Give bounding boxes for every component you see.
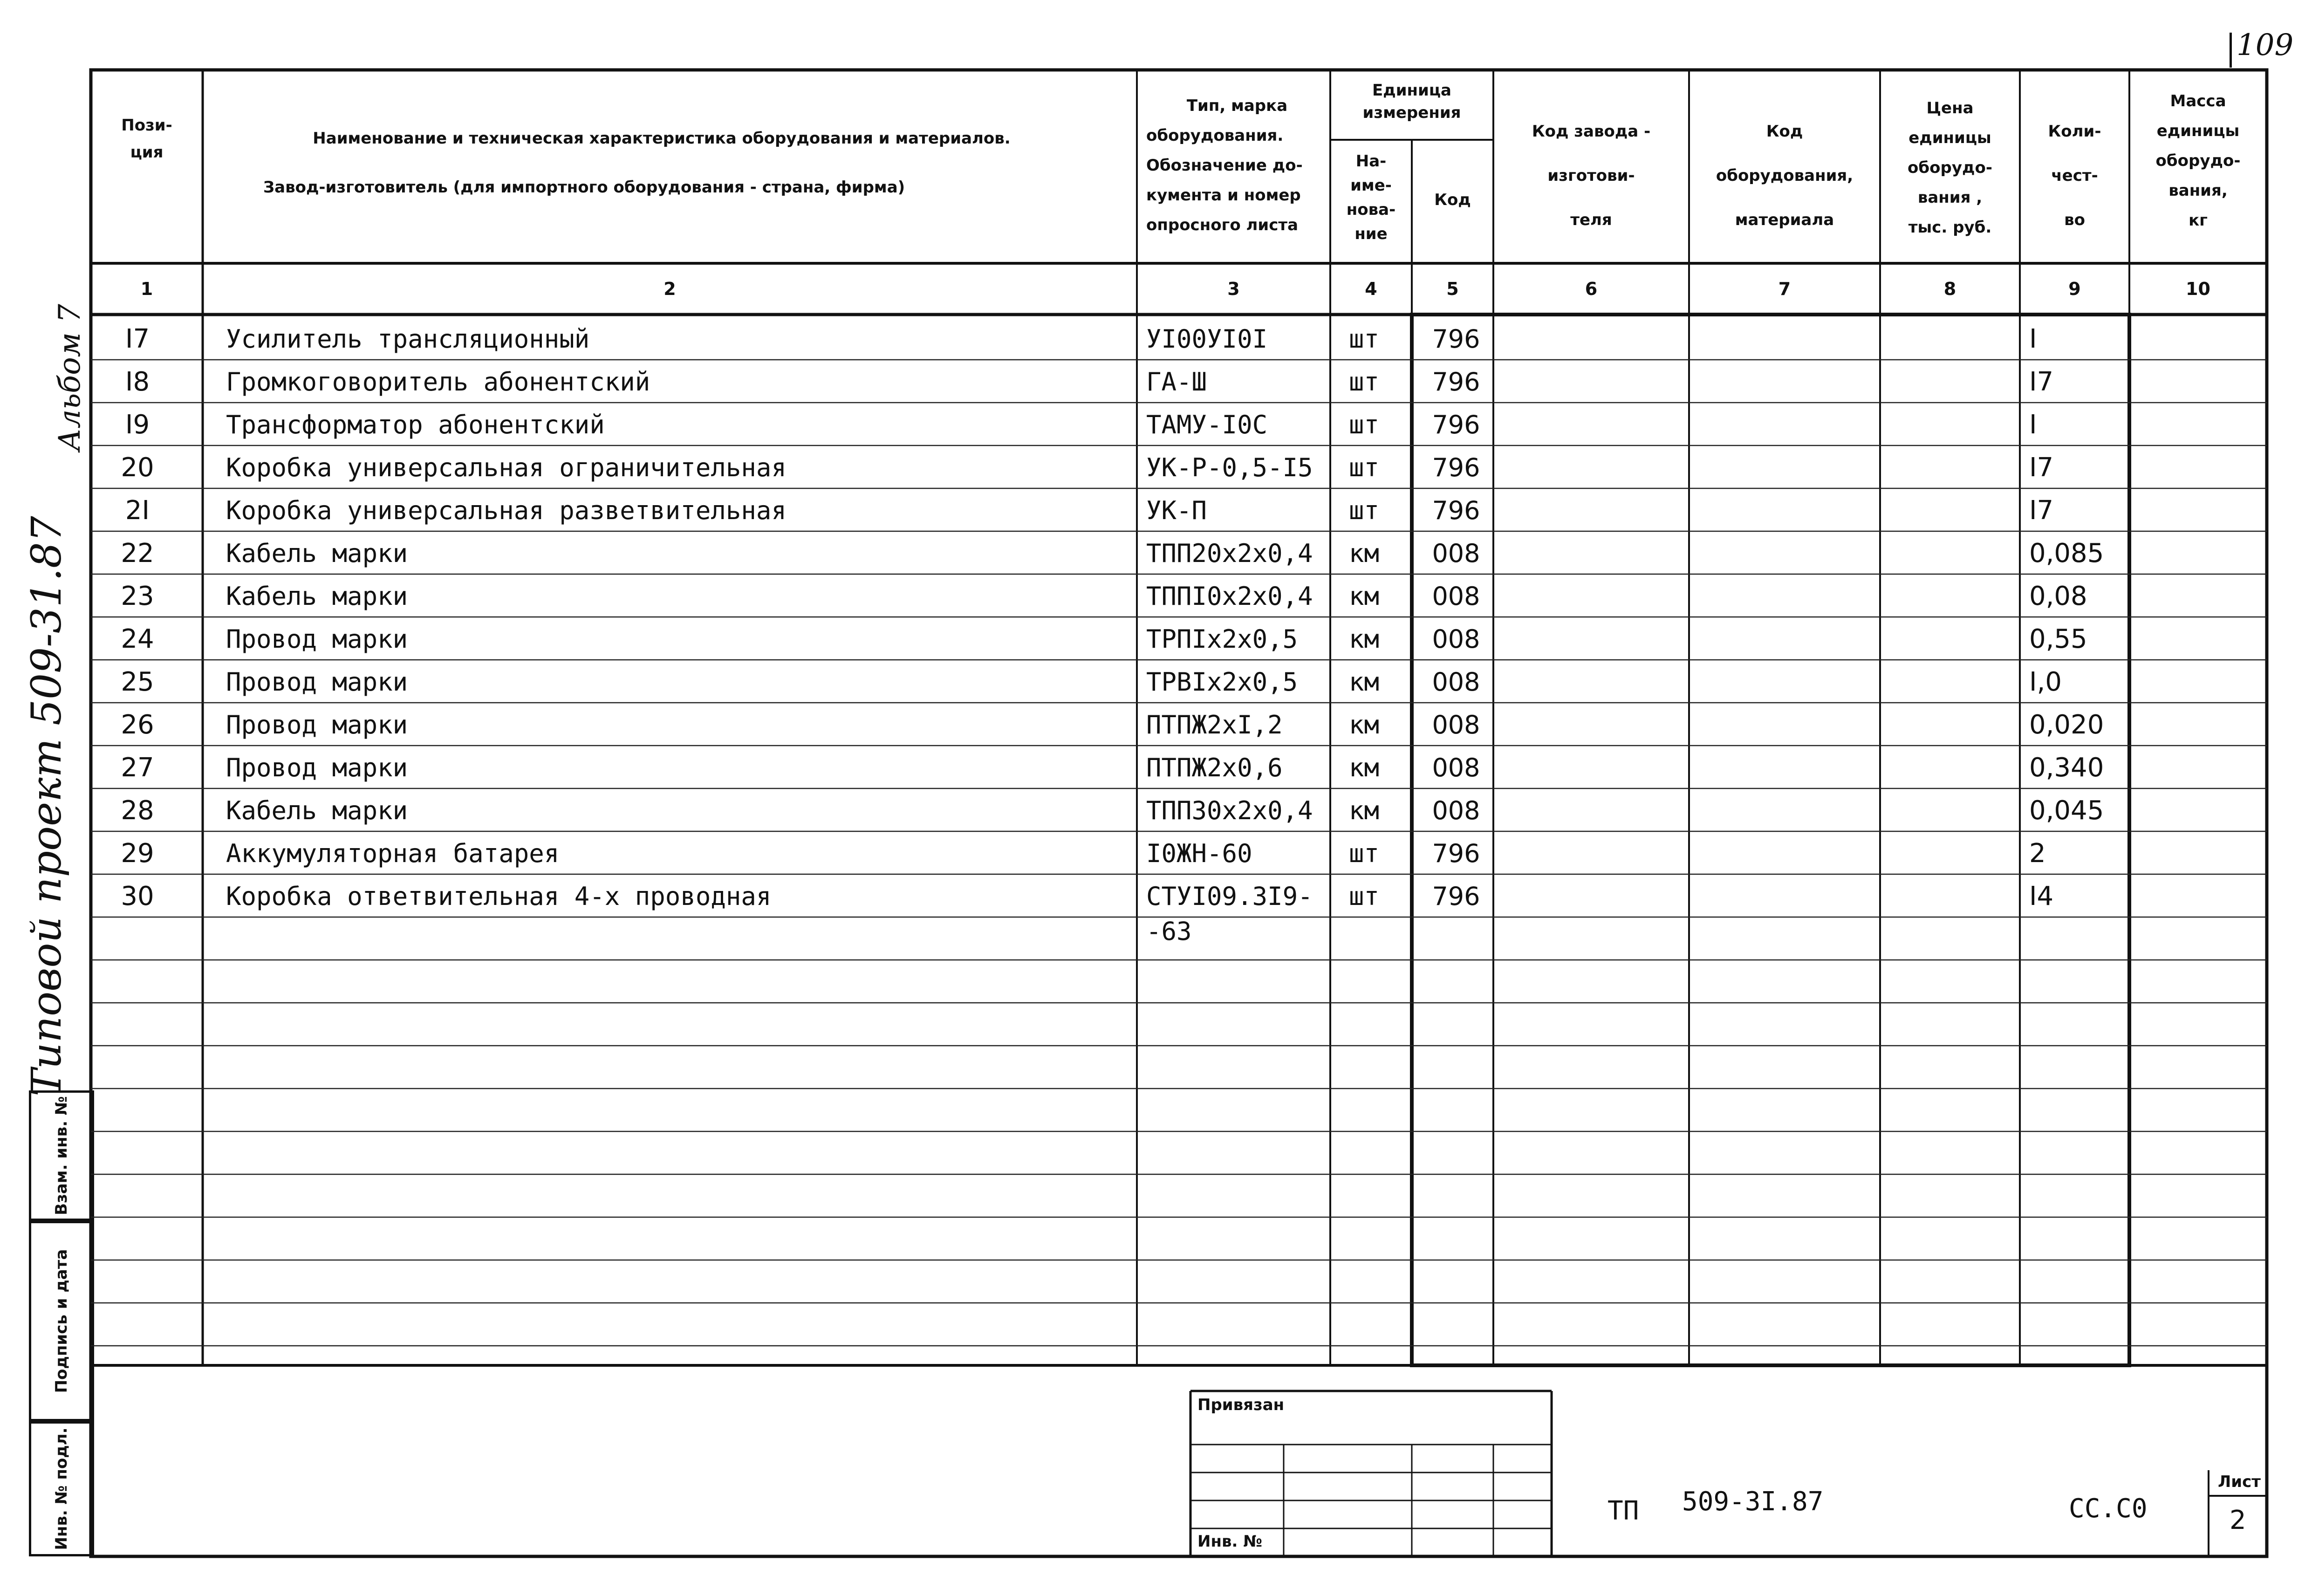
row-unit-code: 008: [1432, 753, 1480, 782]
row-unit-code: 008: [1432, 624, 1480, 654]
row-unit-code: 008: [1432, 582, 1480, 611]
row-type: СТУI09.3I9-: [1146, 882, 1313, 911]
row-position: 24: [121, 624, 154, 654]
row-unit: км: [1349, 624, 1380, 654]
row-unit-code: 796: [1432, 882, 1480, 911]
row-unit: км: [1349, 539, 1380, 568]
stamp-original-inv: Инв. № подл.: [29, 1421, 94, 1556]
row-position: 22: [121, 538, 154, 569]
row-position: 26: [121, 710, 154, 740]
title-tp: ТП: [1607, 1496, 1639, 1526]
row-quantity: 0,045: [2029, 795, 2104, 826]
row-type: ТППI0х2х0,4: [1146, 582, 1313, 611]
row-quantity: I7: [2029, 452, 2054, 483]
row-unit-code: 796: [1432, 367, 1480, 397]
row-position: 25: [121, 667, 154, 697]
row-quantity: I7: [2029, 367, 2054, 397]
stamp-inv-no: Инв. №: [1197, 1532, 1263, 1551]
row-quantity: 0,085: [2029, 538, 2104, 569]
row-unit: шт: [1349, 453, 1380, 482]
column-number: 3: [1227, 279, 1240, 299]
row-unit-code: 796: [1432, 410, 1480, 439]
row-type: УК-П: [1146, 496, 1207, 525]
row-name: Провод марки: [226, 753, 408, 782]
row-name: Кабель марки: [226, 796, 408, 825]
row-type: УК-Р-0,5-I5: [1146, 453, 1313, 482]
row-unit-code: 796: [1432, 839, 1480, 868]
row-unit: шт: [1349, 367, 1380, 397]
album-label: Альбом 7: [53, 304, 87, 451]
row-name: Усилитель трансляционный: [226, 324, 590, 354]
row-position: 28: [121, 795, 154, 826]
row-position: 27: [121, 753, 154, 783]
row-unit-code: 008: [1432, 539, 1480, 568]
row-name: Кабель марки: [226, 539, 408, 568]
header-unit-group: Единица измерения: [1362, 81, 1461, 122]
row-name: Коробка универсальная ограничительная: [226, 453, 787, 482]
row-quantity: 0,340: [2029, 753, 2104, 783]
row-position: I8: [125, 367, 150, 397]
stamp-privyazan: Привязан: [1197, 1396, 1285, 1414]
row-position: 23: [121, 581, 154, 611]
row-quantity: 0,020: [2029, 710, 2104, 740]
row-name: Громкоговоритель абонентский: [226, 367, 650, 397]
header-mass: Масса единицы оборудо- вания, кг: [2155, 92, 2241, 230]
column-number: 2: [664, 279, 676, 299]
row-unit-code: 796: [1432, 324, 1480, 354]
stamp-signature-date: Подпись и дата: [29, 1221, 94, 1421]
row-unit: шт: [1349, 496, 1380, 525]
row-unit-code: 796: [1432, 496, 1480, 525]
row-unit: км: [1349, 582, 1380, 611]
row-type: ПТПЖ2х0,6: [1146, 753, 1283, 782]
column-number: 7: [1778, 279, 1791, 299]
row-name: Провод марки: [226, 667, 408, 697]
project-label: Типовой проект 509-31.87: [22, 516, 70, 1096]
row-name: Коробка ответвительная 4-х проводная: [226, 882, 772, 911]
header-quantity: Коли- чест- во: [2048, 122, 2101, 229]
row-position: 20: [121, 452, 154, 483]
column-number: 4: [1365, 279, 1377, 299]
row-unit-code: 008: [1432, 667, 1480, 697]
column-number: 8: [1943, 279, 1956, 299]
row-type: ПТПЖ2хI,2: [1146, 710, 1283, 740]
column-number: 5: [1446, 279, 1459, 299]
row-name: Провод марки: [226, 624, 408, 654]
stamp-replacement-inv: Взам. инв. №: [29, 1090, 94, 1221]
row-position: 30: [121, 881, 154, 911]
row-unit-code: 008: [1432, 710, 1480, 740]
row-quantity: I,0: [2029, 667, 2062, 697]
column-number: 6: [1585, 279, 1598, 299]
column-number: 10: [2186, 279, 2210, 299]
row-unit: шт: [1349, 839, 1380, 868]
row-unit: шт: [1349, 410, 1380, 439]
header-equipment-code: Код оборудования, материала: [1716, 122, 1854, 229]
row-unit: шт: [1349, 882, 1380, 911]
row-name: Аккумуляторная батарея: [226, 839, 560, 868]
row-type: I0ЖН-60: [1146, 839, 1252, 868]
header-price: Цена единицы оборудо- вания , тыс. руб.: [1908, 99, 1992, 237]
row-type: ТАМУ-I0С: [1146, 410, 1268, 439]
row-type: ТПП30х2х0,4: [1146, 796, 1313, 825]
row-name: Провод марки: [226, 710, 408, 740]
row-unit: шт: [1349, 324, 1380, 354]
title-sheet-label: Лист: [2218, 1473, 2261, 1491]
header-unit-code: Код: [1434, 191, 1471, 209]
row-quantity: I: [2029, 410, 2037, 440]
header-factory-code: Код завода - изготови- теля: [1532, 122, 1651, 229]
row-unit: км: [1349, 796, 1380, 825]
header-name: Наименование и техническая характеристика оборудования и материалов. Завод-изготовитель (для импортного оборудования - страна, фирма): [263, 129, 1011, 197]
row-position: 2I: [125, 495, 150, 526]
row-quantity: 2: [2029, 838, 2046, 869]
row-type: УI00УI0I: [1146, 324, 1268, 354]
row-type: ТРВIх2х0,5: [1146, 667, 1298, 697]
row-unit: км: [1349, 710, 1380, 740]
row-quantity: 0,55: [2029, 624, 2087, 654]
row-type: ТРПIх2х0,5: [1146, 624, 1298, 654]
row-name: Трансформатор абонентский: [226, 410, 605, 439]
row-position: I7: [125, 324, 150, 354]
header-position: Пози- ция: [121, 116, 172, 162]
column-number: 1: [140, 279, 153, 299]
row-quantity: I: [2029, 324, 2037, 354]
row-unit: км: [1349, 667, 1380, 697]
row-quantity: I4: [2029, 881, 2054, 911]
title-doc-number: 509-3I.87: [1682, 1486, 1824, 1517]
header-unit-name: На- име- нова- ние: [1346, 152, 1396, 243]
title-sheet-number: 2: [2230, 1505, 2246, 1535]
row-type-continuation: -63: [1146, 917, 1192, 946]
row-name: Коробка универсальная разветвительная: [226, 496, 787, 525]
row-unit-code: 796: [1432, 453, 1480, 482]
row-position: I9: [125, 410, 150, 440]
title-sheet-code: СС.С0: [2069, 1493, 2148, 1524]
page-number: 109: [2237, 28, 2294, 62]
column-number: 9: [2068, 279, 2081, 299]
row-type: ТПП20х2х0,4: [1146, 539, 1313, 568]
row-unit: км: [1349, 753, 1380, 782]
row-unit-code: 008: [1432, 796, 1480, 825]
row-quantity: I7: [2029, 495, 2054, 526]
row-type: ГА-Ш: [1146, 367, 1207, 397]
header-type: Тип, марка оборудования. Обозначение до- кумента и номер опросного листа: [1146, 96, 1303, 234]
row-position: 29: [121, 838, 154, 869]
row-quantity: 0,08: [2029, 581, 2087, 611]
row-name: Кабель марки: [226, 582, 408, 611]
